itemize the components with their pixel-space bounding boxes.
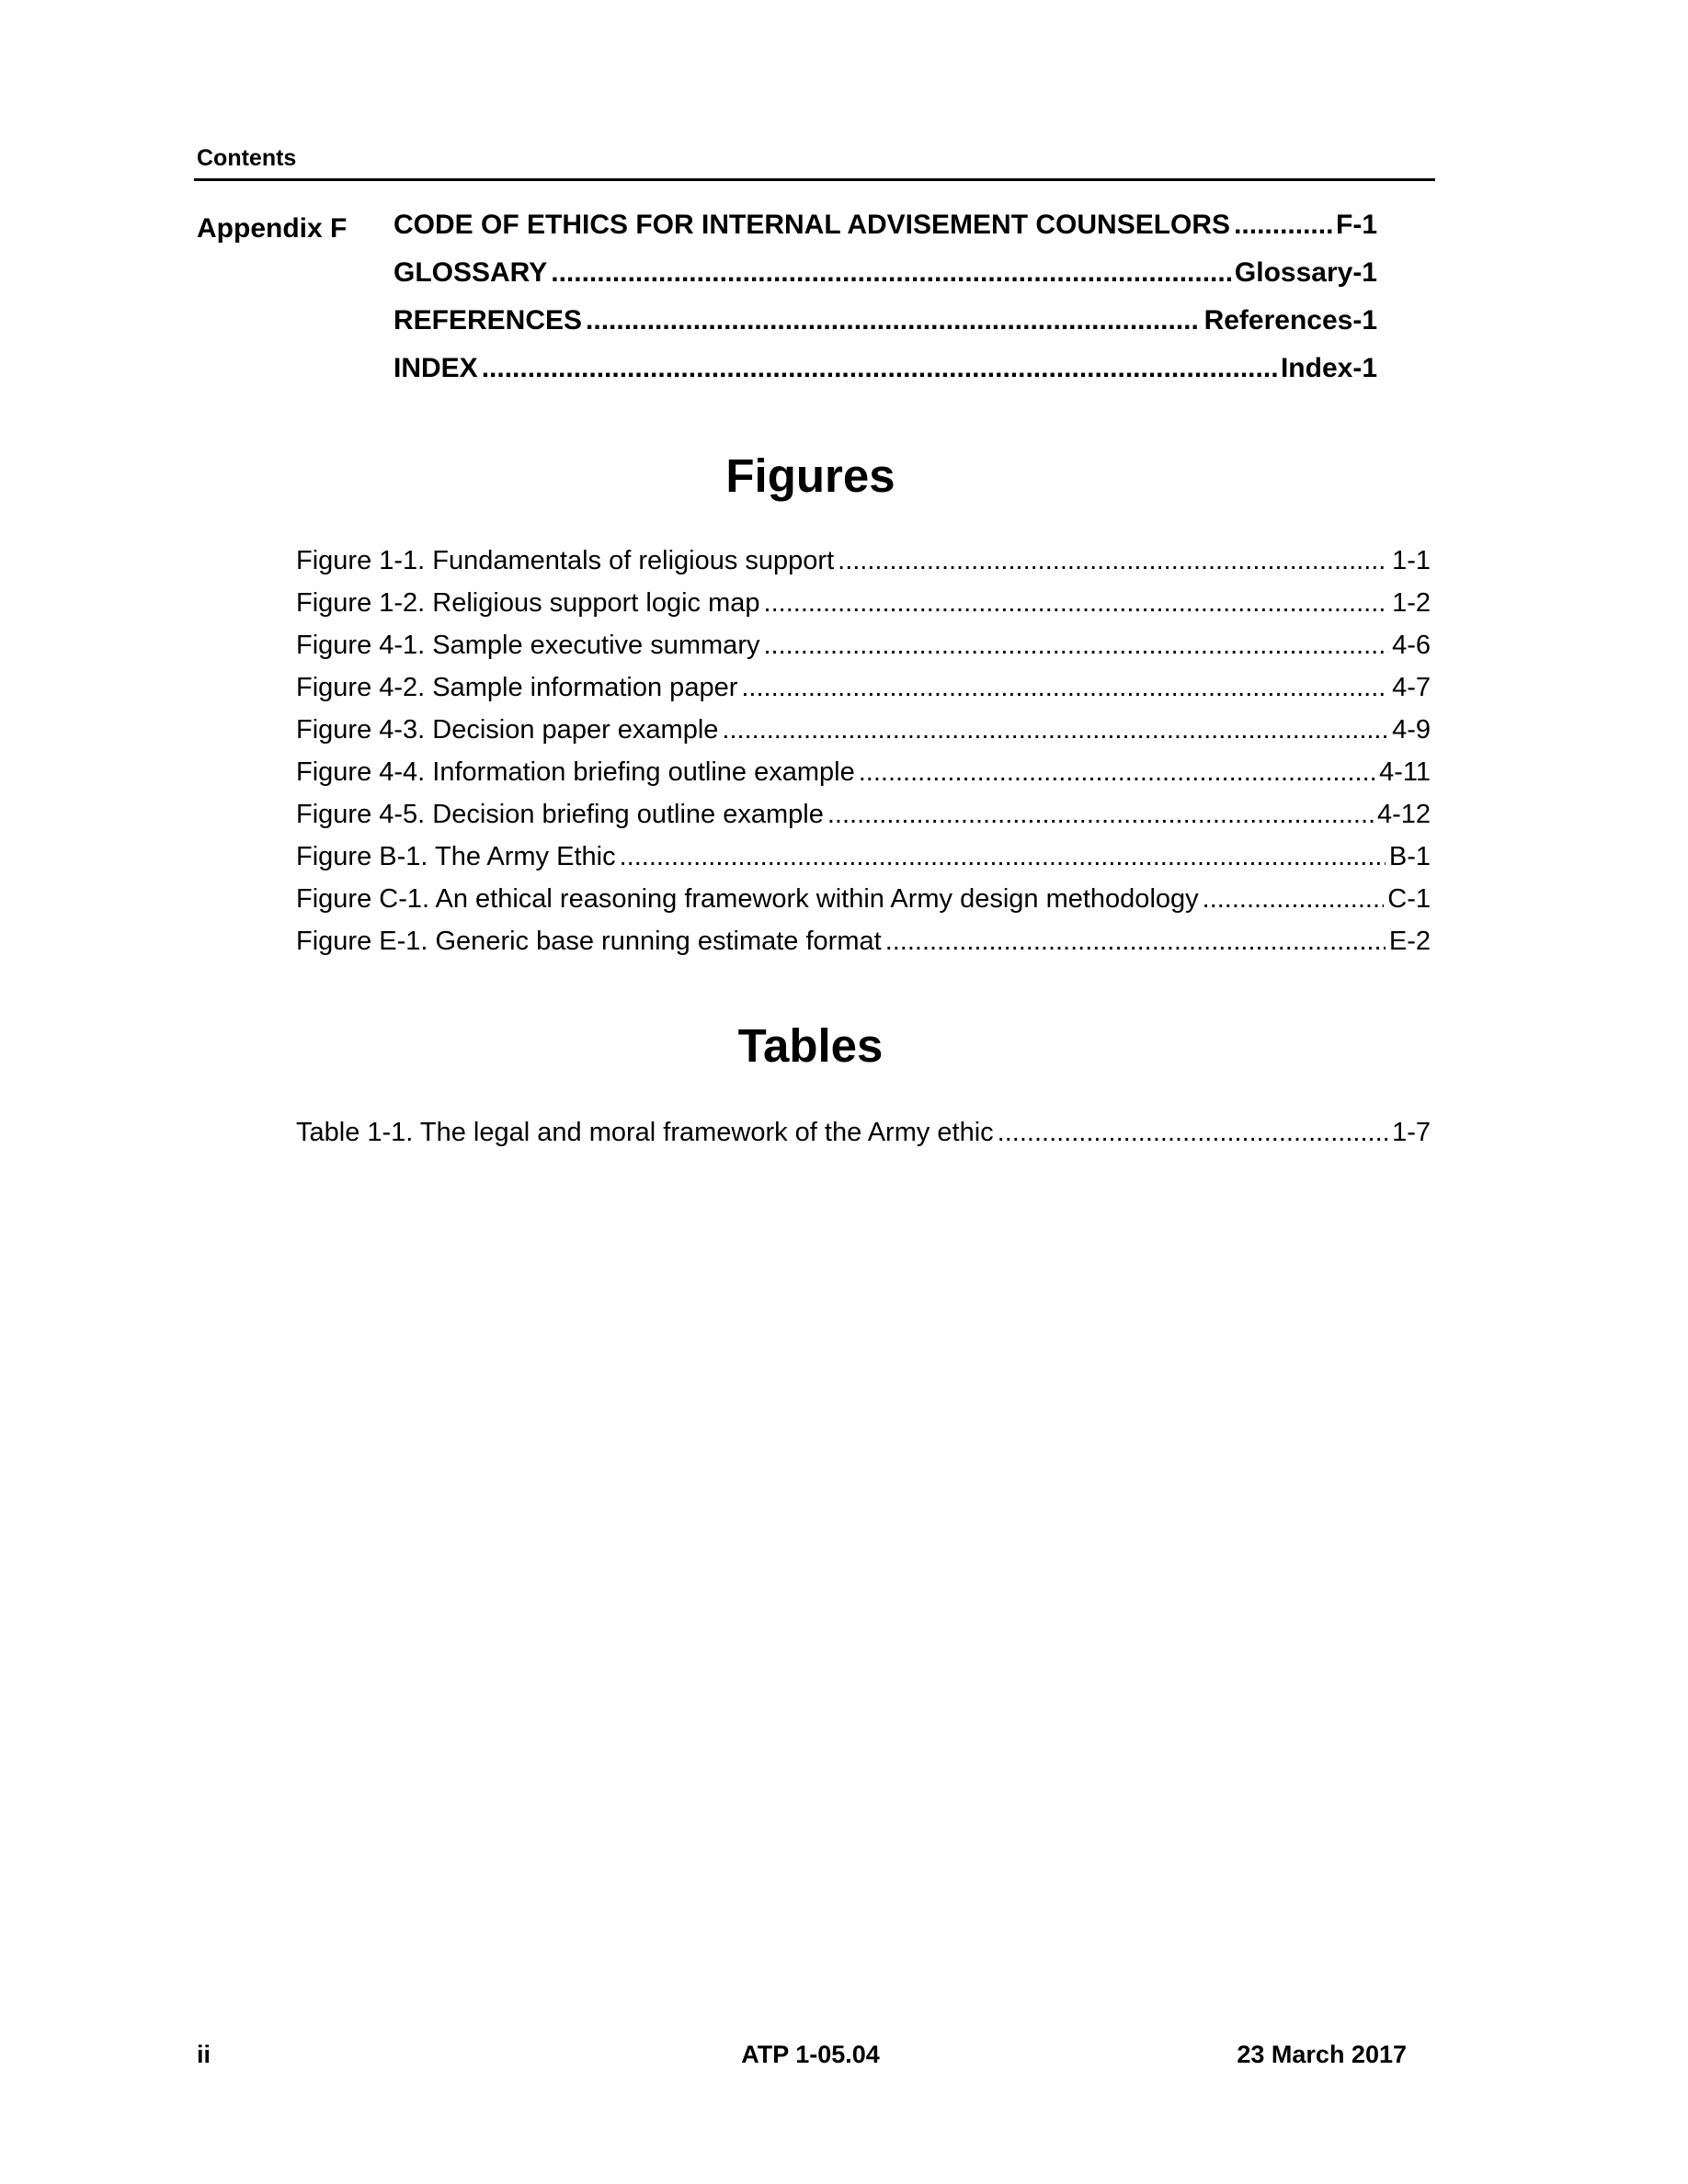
figure-entry-page: E-2 [1388, 927, 1431, 956]
figure-entry-title: Figure B-1. The Army Ethic [296, 842, 616, 871]
dot-leader [741, 673, 1388, 703]
figure-entry-title: Figure 4-3. Decision paper example [296, 715, 719, 745]
figure-entry[interactable] [296, 800, 1431, 835]
appendix-label: Appendix F [197, 213, 348, 244]
dot-leader [620, 842, 1386, 872]
figure-entry-title: Figure E-1. Generic base running estimate format [296, 927, 882, 956]
figure-entry[interactable] [296, 546, 1431, 581]
figure-entry-page: 4-9 [1392, 715, 1431, 745]
table-entry-page: 1-7 [1392, 1118, 1431, 1147]
header-rule [194, 178, 1435, 181]
figure-entry[interactable] [296, 757, 1431, 792]
table-entry-title: Table 1-1. The legal and moral framework of the Army ethic [296, 1118, 994, 1147]
toc-entry-references[interactable] [393, 305, 1377, 342]
figure-entry-page: 1-2 [1392, 588, 1431, 618]
footer-date: 23 March 2017 [1237, 2041, 1407, 2068]
figure-entry[interactable] [296, 842, 1431, 877]
dot-leader [586, 305, 1201, 336]
toc-entry-glossary[interactable] [393, 257, 1377, 294]
figure-entry-page: 1-1 [1392, 546, 1431, 575]
dot-leader [885, 927, 1386, 957]
toc-entry-code-of-ethics[interactable] [393, 210, 1377, 246]
footer-page-number: ii [197, 2041, 211, 2068]
tables-heading: Tables [737, 1019, 884, 1072]
dot-leader [1234, 210, 1332, 241]
figure-entry[interactable] [296, 715, 1431, 750]
toc-entry-index[interactable] [393, 353, 1377, 390]
figure-entry[interactable] [296, 884, 1431, 919]
toc-entry-title: REFERENCES [393, 305, 583, 336]
figure-entry-title: Figure 1-2. Religious support logic map [296, 588, 760, 618]
table-entry[interactable] [296, 1118, 1431, 1153]
figure-entry-page: 4-6 [1392, 631, 1431, 660]
dot-leader [763, 631, 1388, 661]
figure-entry-title: Figure 4-5. Decision briefing outline example [296, 800, 824, 829]
figure-entry-page: 4-7 [1392, 673, 1431, 702]
figures-heading: Figures [725, 449, 895, 502]
toc-entry-page: Glossary-1 [1234, 257, 1377, 288]
footer-publication: ATP 1-05.04 [741, 2041, 880, 2068]
dot-leader [1203, 884, 1385, 915]
figure-entry-page: 4-11 [1379, 757, 1431, 787]
figure-entry[interactable] [296, 588, 1431, 623]
figure-entry-title: Figure 4-2. Sample information paper [296, 673, 738, 702]
dot-leader [722, 715, 1388, 745]
toc-entry-page: F-1 [1336, 210, 1377, 240]
dot-leader [827, 800, 1374, 830]
dot-leader [838, 546, 1388, 576]
figure-entry-page: 4-12 [1376, 800, 1431, 829]
figure-entry[interactable] [296, 673, 1431, 708]
dot-leader [551, 257, 1231, 289]
running-head: Contents [197, 145, 297, 171]
toc-entry-title: GLOSSARY [393, 257, 548, 288]
dot-leader [482, 353, 1277, 384]
dot-leader [859, 757, 1375, 788]
dot-leader [764, 588, 1389, 619]
dot-leader [998, 1118, 1388, 1148]
figure-entry-title: Figure 4-1. Sample executive summary [296, 631, 760, 660]
toc-entry-page: Index-1 [1280, 353, 1377, 383]
figure-entry-page: C-1 [1387, 884, 1431, 914]
figure-entry[interactable] [296, 927, 1431, 961]
figure-entry-page: B-1 [1388, 842, 1431, 871]
figure-entry-title: Figure 4-4. Information briefing outline example [296, 757, 855, 787]
toc-entry-title: INDEX [393, 353, 478, 383]
figure-entry[interactable] [296, 631, 1431, 665]
figure-entry-title: Figure C-1. An ethical reasoning framework within Army design methodology [296, 884, 1199, 914]
figure-entry-title: Figure 1-1. Fundamentals of religious support [296, 546, 835, 575]
toc-entry-title: CODE OF ETHICS FOR INTERNAL ADVISEMENT COUNSELORS [393, 210, 1231, 240]
toc-entry-page: References-1 [1203, 305, 1377, 336]
